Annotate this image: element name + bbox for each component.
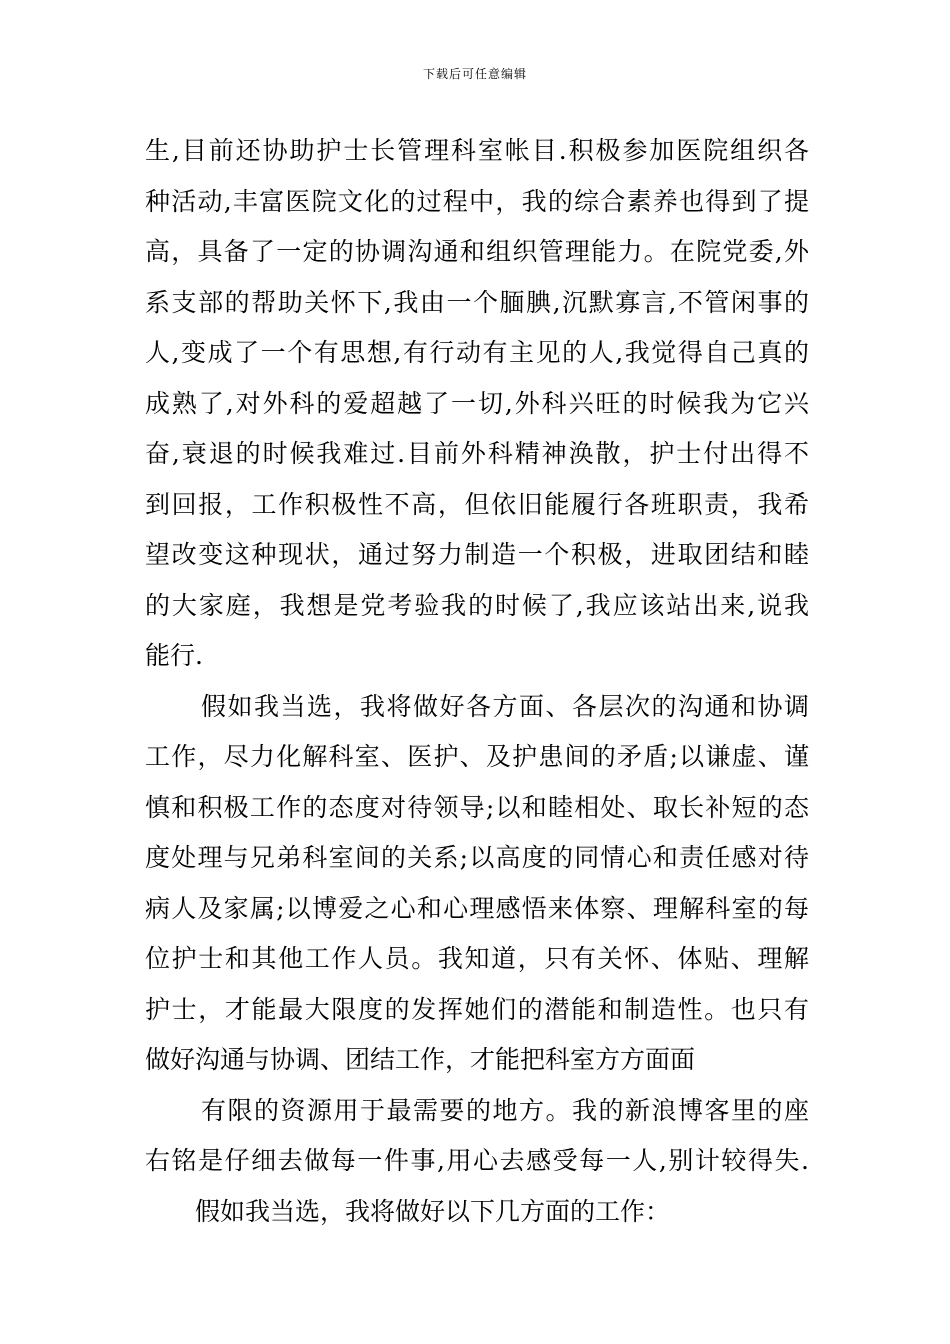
paragraph [145, 1187, 809, 1238]
text-line: 慎和积极工作的态度对待领导;以和睦相处、取长补短的态 [145, 792, 809, 822]
text-line: 位护士和其他工作人员。我知道，只有关怀、体贴、理解 [145, 944, 809, 973]
text-line: 望改变这种现状，通过努力制造一个积极，进取团结和睦 [145, 540, 809, 569]
text-line: 奋,衰退的时候我难过.目前外科精神涣散，护士付出得不 [145, 439, 809, 468]
text-line: 右铭是仔细去做每一件事,用心去感受每一人,别计较得失. [145, 1146, 809, 1175]
text-line: 度处理与兄弟科室间的关系;以高度的同情心和责任感对待 [145, 843, 809, 872]
text-line: 系支部的帮助关怀下,我由一个腼腆,沉默寡言,不管闲事的 [145, 287, 809, 317]
paragraph [145, 682, 809, 1086]
paragraph [145, 1086, 809, 1187]
text-line: 生,目前还协助护士长管理科室帐目.积极参加医院组织各 [145, 136, 809, 165]
text-line: 工作，尽力化解科室、医护、及护患间的矛盾;以谦虚、谨 [145, 742, 809, 771]
text-line: 能行. [145, 641, 203, 670]
text-line: 有限的资源用于最需要的地方。我的新浪博客里的座 [201, 1095, 809, 1125]
text-line: 假如我当选，我将做好以下几方面的工作： [195, 1196, 671, 1226]
text-line: 病人及家属;以博爱之心和心理感悟来体察、理解科室的每 [145, 893, 809, 923]
paragraph [145, 126, 809, 682]
text-line: 到回报，工作积极性不高，但依旧能履行各班职责，我希 [145, 489, 809, 519]
text-line: 假如我当选，我将做好各方面、各层次的沟通和协调 [201, 691, 809, 721]
text-line: 成熟了,对外科的爱超越了一切,外科兴旺的时候我为它兴 [145, 388, 809, 418]
page-header: 下载后可任意编辑 [422, 67, 527, 81]
text-line: 种活动,丰富医院文化的过程中，我的综合素养也得到了提 [145, 186, 809, 216]
text-line: 做好沟通与协调、团结工作，才能把科室方方面面 [145, 1045, 696, 1074]
text-line: 高，具备了一定的协调沟通和组织管理能力。在院党委,外 [145, 237, 809, 266]
document-body [145, 126, 809, 1237]
text-line: 人,变成了一个有思想,有行动有主见的人,我觉得自己真的 [145, 338, 809, 367]
text-line: 的大家庭，我想是党考验我的时候了,我应该站出来,说我 [145, 590, 809, 620]
text-line: 护士，才能最大限度的发挥她们的潜能和制造性。也只有 [145, 994, 809, 1024]
